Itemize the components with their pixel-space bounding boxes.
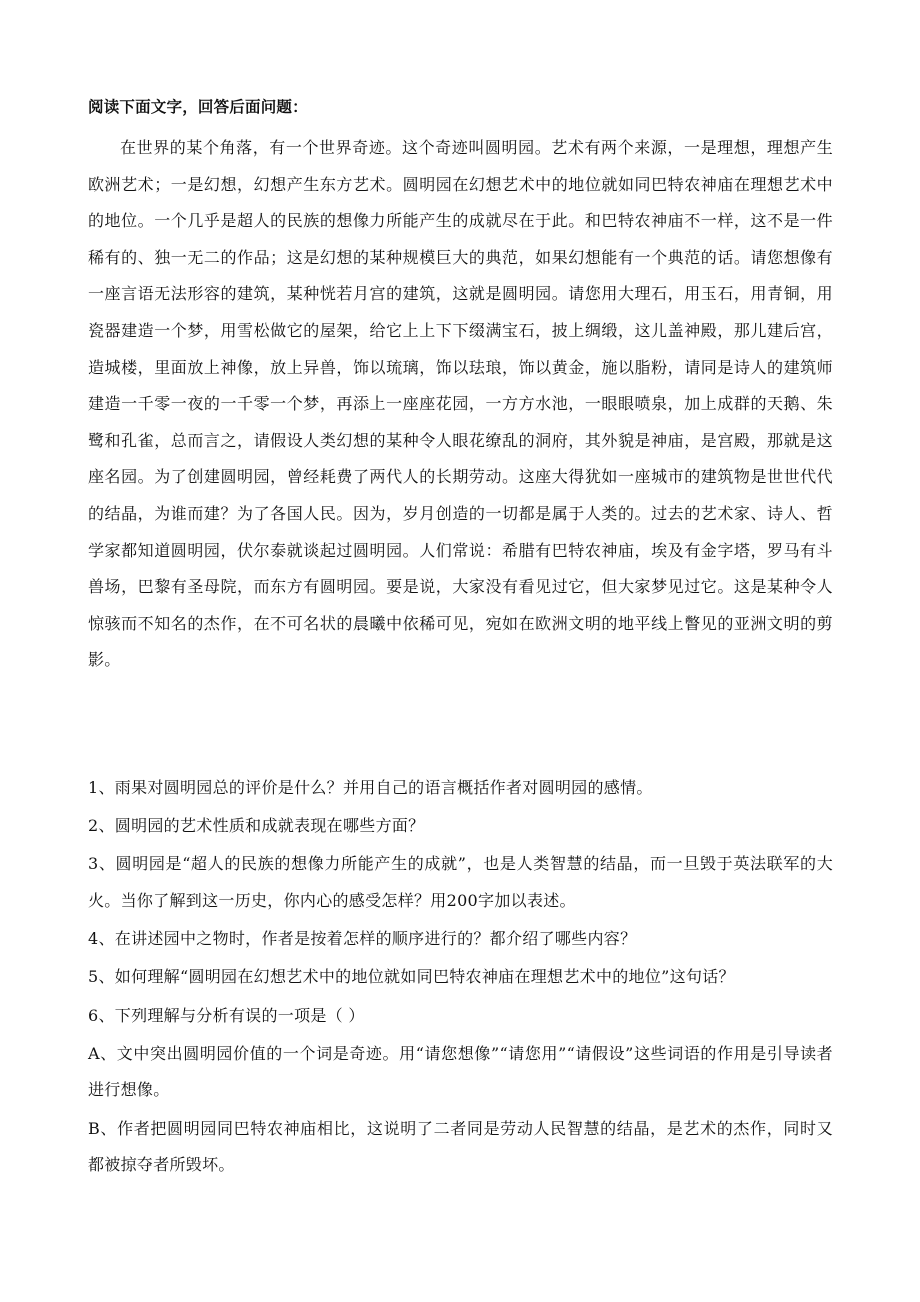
question-item: 4、在讲述园中之物时，作者是按着怎样的顺序进行的？都介绍了哪些内容？ [88, 929, 637, 949]
question-item: 1、雨果对圆明园总的评价是什么？并用自己的语言概括作者对圆明园的感情。 [88, 778, 653, 797]
question-item: 6、下列理解与分析有误的一项是（ ） [88, 1005, 365, 1025]
option-b: B、作者把圆明园同巴特农神庙相比，这说明了二者同是劳动人民智慧的结晶，是艺术的杰作，同时又都被掠夺者所毁坏。 [88, 1118, 833, 1175]
question-item: 5、如何理解“圆明园在幻想艺术中的地位就如同巴特农神庙在理想艺术中的地位”这句话？ [88, 967, 735, 987]
reading-passage: 在世界的某个角落，有一个世界奇迹。这个奇迹叫圆明园。艺术有两个来源，一是理想，理想产生欧洲艺术；一是幻想，幻想产生东方艺术。圆明园在幻想艺术中的地位就如同巴特农神庙在理想艺术中的地位。一个几乎是超人的民族的想像力所能产生的成就尽在于此。和巴特农神庙不一样，这不是一件稀有的、独一无二的作品；这是幻想的某种规模巨大的典范，如果幻想能有一个典范的话。请您想像有一座言语无法形容的建筑，某种恍若月宫的建筑，这就是圆明园。请您用大理石，用玉石，用青铜，用瓷器建造一个梦，用雪松做它的屋架，给它上上下下缀满宝石，披上绸缎，这儿盖神殿，那儿建后宫，造城楼，里面放上神像，放上异兽，饰以琉璃，饰以珐琅，饰以黄金，施以脂粉，请同是诗人的建筑师建造一千零一夜的一千零一个梦，再添上一座座花园，一方方水池，一眼眼喷泉，加上成群的天鹅、朱鹭和孔雀，总而言之，请假设人类幻想的某种令人眼花缭乱的洞府，其外貌是神庙，是宫殿，那就是这座名园。为了创建圆明园，曾经耗费了两代人的长期劳动。这座大得犹如一座城市的建筑物是世世代代的结晶，为谁而建？为了各国人民。因为，岁月创造的一切都是属于人类的。过去的艺术家、诗人、哲学家都知道圆明园，伏尔泰就谈起过圆明园。人们常说：希腊有巴特农神庙，埃及有金字塔，罗马有斗兽场，巴黎有圣母院，而东方有圆明园。要是说，大家没有看见过它，但大家梦见过它。这是某种令人惊骇而不知名的杰作，在不可名状的晨曦中依稀可见，宛如在欧洲文明的地平线上瞥见的亚洲文明的剪影。 [88, 138, 833, 670]
option-a: A、文中突出圆明园价值的一个词是奇迹。用“请您想像”“请您用”“请假设”这些词语的作用是引导读者进行想像。 [88, 1043, 833, 1100]
question-item: 2、圆明园的艺术性质和成就表现在哪些方面？ [88, 816, 425, 836]
reading-heading: 阅读下面文字，回答后面问题： [88, 97, 308, 116]
question-list [88, 770, 833, 1185]
question-item: 3、圆明园是“超人的民族的想像力所能产生的成就”，也是人类智慧的结晶，而一旦毁于英法联军的大火。当你了解到这一历史，你内心的感受怎样？用200字加以表述。 [88, 854, 833, 910]
